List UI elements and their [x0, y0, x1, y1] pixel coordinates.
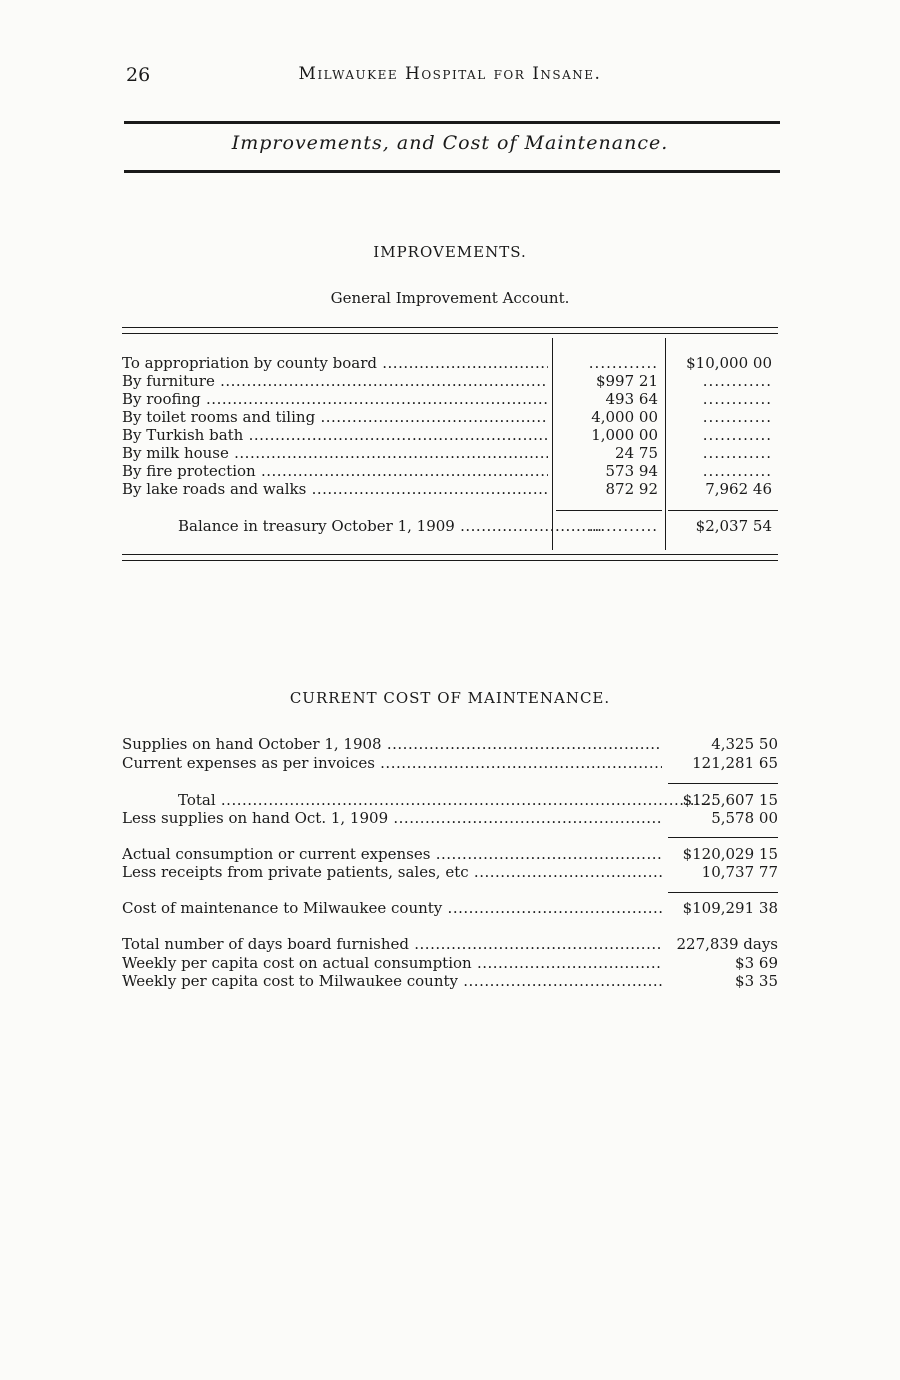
row-total-amount: 7,962 46: [705, 480, 772, 498]
maintenance-value: 227,839 days: [676, 935, 778, 953]
maintenance-value: $109,291 38: [682, 899, 778, 917]
maintenance-row: [0, 791, 900, 809]
maintenance-value: 10,737 77: [701, 863, 778, 881]
balance-detail-amount: ............: [588, 517, 658, 535]
row-label: By milk house .....: [122, 444, 548, 462]
subtotal-rule-2: [668, 510, 778, 511]
row-total-amount: ............: [702, 462, 772, 480]
maintenance-row: [0, 863, 900, 881]
maintenance-value: $3 35: [735, 972, 778, 990]
maintenance-row: [0, 809, 900, 827]
maintenance-label: Total .....: [122, 791, 718, 809]
table-row: [0, 354, 900, 372]
table-row: [0, 426, 900, 444]
maintenance-label: Weekly per capita cost on actual consumption .....: [122, 954, 662, 972]
maintenance-row: [0, 754, 900, 772]
maintenance-value: $120,029 15: [682, 845, 778, 863]
page-number: 26: [126, 64, 151, 86]
table-row: [0, 480, 900, 498]
page-subtitle: Improvements, and Cost of Maintenance.: [231, 132, 669, 154]
row-detail-amount: 4,000 00: [591, 408, 658, 426]
sum-rule-3: [668, 892, 778, 893]
subtotal-rule-1: [556, 510, 662, 511]
row-detail-amount: 24 75: [615, 444, 658, 462]
sum-rule-1: [668, 783, 778, 784]
maintenance-label: Less supplies on hand Oct. 1, 1909 .....: [122, 809, 662, 827]
maintenance-row: [0, 972, 900, 990]
row-label: By fire protection .....: [122, 462, 548, 480]
maintenance-value: $3 69: [735, 954, 778, 972]
balance-row: [0, 517, 900, 535]
maintenance-label: Cost of maintenance to Milwaukee county .....: [122, 899, 662, 917]
maintenance-row: [0, 935, 900, 953]
row-total-amount: ............: [702, 408, 772, 426]
row-total-amount: ............: [702, 372, 772, 390]
maintenance-label: Actual consumption or current expenses .....: [122, 845, 662, 863]
table-row: [0, 372, 900, 390]
table-row: [0, 444, 900, 462]
maintenance-row: [0, 735, 900, 753]
maintenance-heading: CURRENT COST OF MAINTENANCE.: [289, 689, 611, 707]
row-label: By lake roads and walks .....: [122, 480, 548, 498]
row-total-amount: ............: [702, 426, 772, 444]
table-row: [0, 408, 900, 426]
maintenance-value: $125,607 15: [682, 791, 778, 809]
improvements-subheading: General Improvement Account.: [330, 289, 570, 307]
maintenance-label: Supplies on hand October 1, 1908 .....: [122, 735, 662, 753]
row-label: To appropriation by county board .....: [122, 354, 548, 372]
maintenance-value: 5,578 00: [711, 809, 778, 827]
row-label: By roofing .....: [122, 390, 548, 408]
sum-rule-2: [668, 837, 778, 838]
row-detail-amount: ............: [588, 354, 658, 372]
row-detail-amount: 573 94: [605, 462, 658, 480]
row-detail-amount: 493 64: [605, 390, 658, 408]
table-top-double-rule: [122, 327, 778, 334]
row-label: By Turkish bath .....: [122, 426, 548, 444]
row-total-amount: $10,000 00: [686, 354, 772, 372]
maintenance-label: Current expenses as per invoices .....: [122, 754, 662, 772]
balance-label: Balance in treasury October 1, 1909 .....: [122, 517, 604, 535]
balance-amount: $2,037 54: [695, 517, 772, 535]
maintenance-row: [0, 954, 900, 972]
maintenance-row: [0, 899, 900, 917]
header-rule-bottom: [124, 170, 780, 173]
header-rule-top: [124, 121, 780, 124]
row-total-amount: ............: [702, 444, 772, 462]
maintenance-label: Weekly per capita cost to Milwaukee county .....: [122, 972, 662, 990]
row-detail-amount: 1,000 00: [591, 426, 658, 444]
maintenance-value: 4,325 50: [711, 735, 778, 753]
table-row: [0, 390, 900, 408]
table-row: [0, 462, 900, 480]
maintenance-value: 121,281 65: [692, 754, 778, 772]
row-detail-amount: 872 92: [605, 480, 658, 498]
row-label: By furniture .....: [122, 372, 548, 390]
maintenance-row: [0, 845, 900, 863]
row-label: By toilet rooms and tiling .....: [122, 408, 548, 426]
table-bottom-double-rule: [122, 554, 778, 561]
maintenance-label: Total number of days board furnished .....: [122, 935, 662, 953]
improvements-heading: IMPROVEMENTS.: [373, 243, 527, 261]
row-detail-amount: $997 21: [595, 372, 658, 390]
maintenance-label: Less receipts from private patients, sales, etc .....: [122, 863, 662, 881]
row-total-amount: ............: [702, 390, 772, 408]
running-title: Milwaukee Hospital for Insane.: [298, 64, 602, 84]
